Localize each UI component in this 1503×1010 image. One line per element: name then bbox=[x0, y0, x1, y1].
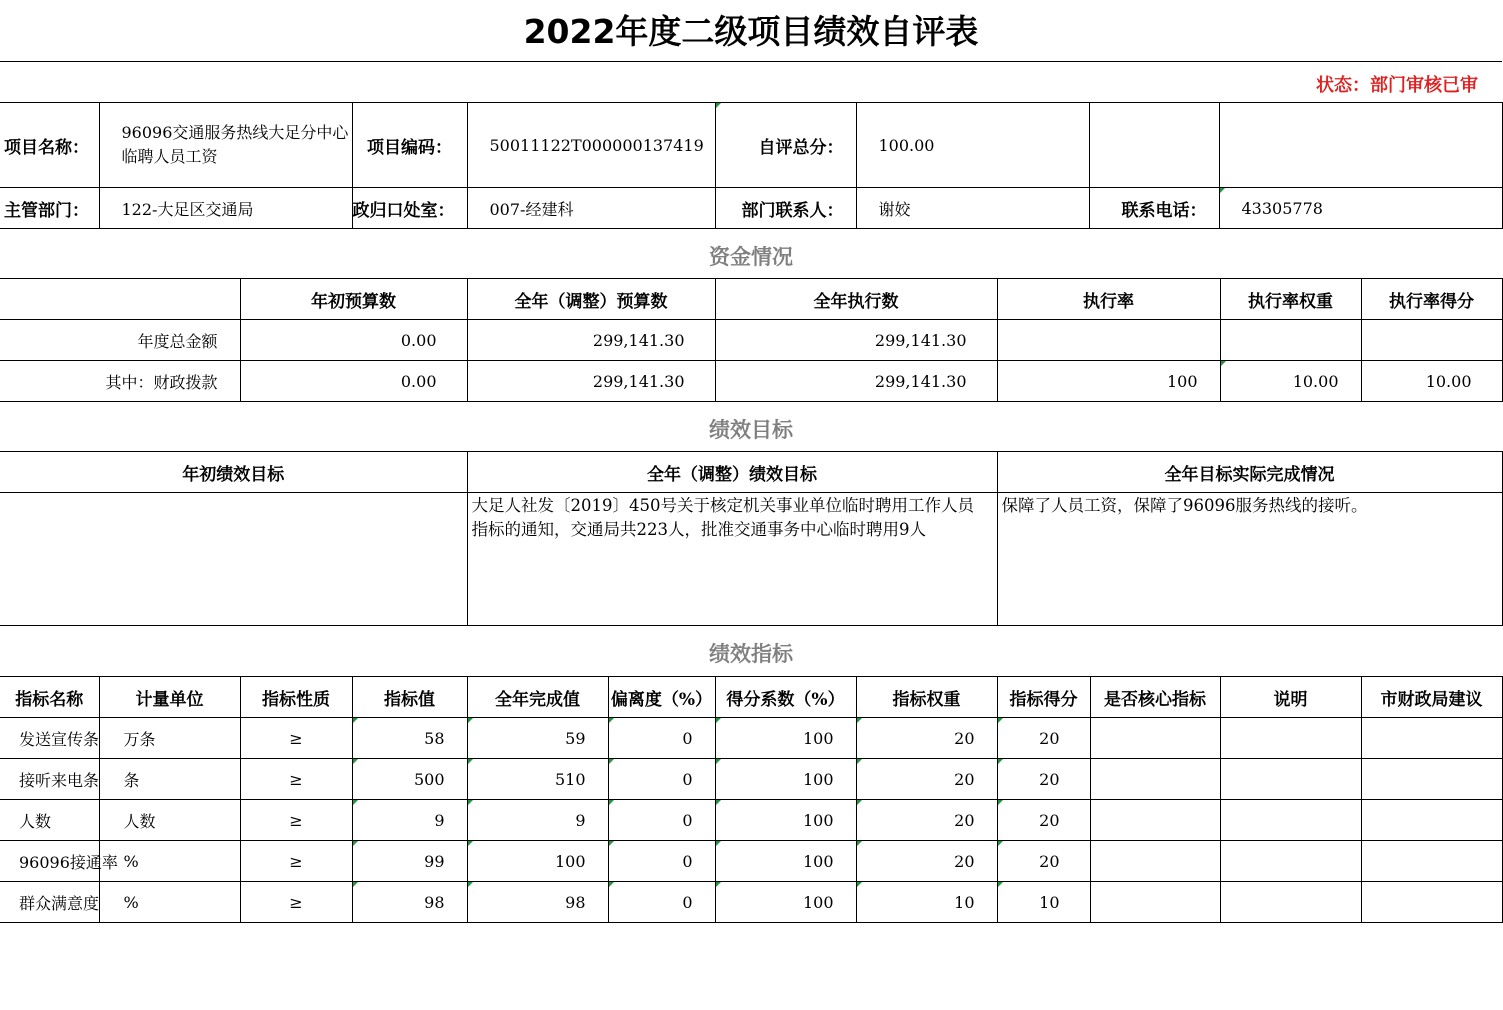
indicator-header: 全年完成值 bbox=[467, 677, 608, 718]
indicators-section-title: 绩效指标 bbox=[709, 642, 793, 666]
dept-value: 122-大足区交通局 bbox=[99, 188, 352, 229]
goals-section-title: 绩效目标 bbox=[709, 418, 793, 442]
indicator-name: 接听来电条 bbox=[0, 759, 99, 800]
indicator-header: 市财政局建议 bbox=[1361, 677, 1502, 718]
empty-cell bbox=[1090, 882, 1220, 923]
indicator-nature: ≥ bbox=[240, 759, 352, 800]
title-divider bbox=[0, 61, 1502, 62]
office-label: 政归口处室： bbox=[352, 188, 467, 229]
indicators-table bbox=[0, 676, 1503, 923]
indicator-score: 20 bbox=[997, 841, 1090, 882]
project-name-value: 96096交通服务热线大足分中心临聘人员工资 bbox=[99, 103, 352, 188]
indicator-coef: 100 bbox=[715, 841, 856, 882]
indicator-coef: 100 bbox=[715, 800, 856, 841]
indicator-name: 发送宣传条 bbox=[0, 718, 99, 759]
funds-cell: 10.00 bbox=[1220, 361, 1361, 402]
indicator-actual: 510 bbox=[467, 759, 608, 800]
empty-cell bbox=[1090, 841, 1220, 882]
indicators-header-row bbox=[0, 677, 1502, 718]
indicator-name: 群众满意度 bbox=[0, 882, 99, 923]
funds-header: 年初预算数 bbox=[240, 279, 467, 320]
funds-header: 执行率得分 bbox=[1361, 279, 1502, 320]
indicator-name: 人数 bbox=[0, 800, 99, 841]
indicator-target: 99 bbox=[352, 841, 467, 882]
funds-cell: 100 bbox=[997, 361, 1220, 402]
project-name-label: 项目名称： bbox=[0, 103, 99, 188]
table-row bbox=[0, 882, 1502, 923]
project-code-label: 项目编码： bbox=[352, 103, 467, 188]
indicator-deviation: 0 bbox=[608, 800, 715, 841]
indicator-header: 指标得分 bbox=[997, 677, 1090, 718]
empty-cell bbox=[1220, 718, 1361, 759]
empty-cell bbox=[1361, 841, 1502, 882]
goals-header: 年初绩效目标 bbox=[0, 452, 467, 493]
indicator-nature: ≥ bbox=[240, 841, 352, 882]
indicator-unit: 人数 bbox=[99, 800, 240, 841]
indicator-actual: 100 bbox=[467, 841, 608, 882]
funds-table bbox=[0, 278, 1503, 402]
contact-label: 部门联系人： bbox=[715, 188, 856, 229]
funds-header-blank bbox=[0, 279, 240, 320]
funds-header: 执行率 bbox=[997, 279, 1220, 320]
funds-cell: 299,141.30 bbox=[715, 361, 997, 402]
indicator-actual: 98 bbox=[467, 882, 608, 923]
funds-header: 执行率权重 bbox=[1220, 279, 1361, 320]
office-value: 007-经建科 bbox=[467, 188, 715, 229]
indicator-deviation: 0 bbox=[608, 718, 715, 759]
table-row bbox=[0, 800, 1502, 841]
empty-cell bbox=[1361, 882, 1502, 923]
indicator-weight: 20 bbox=[856, 718, 997, 759]
indicator-coef: 100 bbox=[715, 759, 856, 800]
indicator-header: 偏离度（%） bbox=[608, 677, 715, 718]
table-row bbox=[0, 841, 1502, 882]
funds-cell: 0.00 bbox=[240, 320, 467, 361]
indicator-header: 指标权重 bbox=[856, 677, 997, 718]
indicator-unit: 万条 bbox=[99, 718, 240, 759]
indicator-header: 指标性质 bbox=[240, 677, 352, 718]
indicator-actual: 9 bbox=[467, 800, 608, 841]
indicator-header: 计量单位 bbox=[99, 677, 240, 718]
actual-completion-text: 保障了人员工资，保障了96096服务热线的接听。 bbox=[997, 493, 1502, 626]
empty-cell bbox=[1220, 841, 1361, 882]
project-code-value: 50011122T000000137419 bbox=[467, 103, 715, 188]
funds-cell: 0.00 bbox=[240, 361, 467, 402]
phone-value: 43305778 bbox=[1219, 188, 1502, 229]
indicator-coef: 100 bbox=[715, 718, 856, 759]
indicator-header: 指标名称 bbox=[0, 677, 99, 718]
phone-label: 联系电话： bbox=[1089, 188, 1219, 229]
goals-table bbox=[0, 451, 1503, 626]
goals-header: 全年（调整）绩效目标 bbox=[467, 452, 997, 493]
indicator-target: 500 bbox=[352, 759, 467, 800]
empty-cell bbox=[1090, 718, 1220, 759]
score-label: 自评总分： bbox=[715, 103, 856, 188]
indicator-unit: % bbox=[99, 882, 240, 923]
indicator-target: 9 bbox=[352, 800, 467, 841]
indicator-header: 说明 bbox=[1220, 677, 1361, 718]
indicator-weight: 20 bbox=[856, 841, 997, 882]
funds-cell bbox=[1220, 320, 1361, 361]
empty-cell bbox=[1361, 800, 1502, 841]
empty-cell bbox=[1090, 800, 1220, 841]
table-row bbox=[0, 759, 1502, 800]
funds-row-label: 其中：财政拨款 bbox=[0, 361, 240, 402]
score-value: 100.00 bbox=[856, 103, 1089, 188]
status-label: 状态：部门审核已审 bbox=[1316, 75, 1478, 96]
indicator-unit: % bbox=[99, 841, 240, 882]
funds-header: 全年执行数 bbox=[715, 279, 997, 320]
funds-header: 全年（调整）预算数 bbox=[467, 279, 715, 320]
table-row bbox=[0, 320, 1502, 361]
empty-cell bbox=[1220, 759, 1361, 800]
funds-cell bbox=[997, 320, 1220, 361]
empty-cell bbox=[1361, 718, 1502, 759]
indicator-header: 得分系数（%） bbox=[715, 677, 856, 718]
indicator-nature: ≥ bbox=[240, 800, 352, 841]
initial-goal-text bbox=[0, 493, 467, 626]
indicator-score: 10 bbox=[997, 882, 1090, 923]
goals-header: 全年目标实际完成情况 bbox=[997, 452, 1502, 493]
indicator-target: 58 bbox=[352, 718, 467, 759]
empty-cell bbox=[1220, 800, 1361, 841]
indicator-target: 98 bbox=[352, 882, 467, 923]
funds-row-label: 年度总金额 bbox=[0, 320, 240, 361]
project-info-table bbox=[0, 102, 1503, 229]
table-row bbox=[0, 361, 1502, 402]
empty-cell bbox=[1089, 103, 1219, 188]
indicator-score: 20 bbox=[997, 800, 1090, 841]
indicator-weight: 20 bbox=[856, 800, 997, 841]
indicator-weight: 10 bbox=[856, 882, 997, 923]
empty-cell bbox=[1361, 759, 1502, 800]
page-title: 2022年度二级项目绩效自评表 bbox=[523, 12, 979, 51]
funds-cell bbox=[1361, 320, 1502, 361]
funds-cell: 299,141.30 bbox=[715, 320, 997, 361]
indicator-score: 20 bbox=[997, 759, 1090, 800]
empty-cell bbox=[1219, 103, 1502, 188]
funds-cell: 299,141.30 bbox=[467, 361, 715, 402]
indicator-nature: ≥ bbox=[240, 718, 352, 759]
indicator-unit: 条 bbox=[99, 759, 240, 800]
indicator-header: 是否核心指标 bbox=[1090, 677, 1220, 718]
indicator-weight: 20 bbox=[856, 759, 997, 800]
funds-cell: 10.00 bbox=[1361, 361, 1502, 402]
indicator-coef: 100 bbox=[715, 882, 856, 923]
empty-cell bbox=[1090, 759, 1220, 800]
indicator-deviation: 0 bbox=[608, 759, 715, 800]
indicator-nature: ≥ bbox=[240, 882, 352, 923]
adjusted-goal-text: 大足人社发〔2019〕450号关于核定机关事业单位临时聘用工作人员指标的通知，交通局共223人，批准交通事务中心临时聘用9人 bbox=[467, 493, 997, 626]
indicator-deviation: 0 bbox=[608, 841, 715, 882]
dept-label: 主管部门： bbox=[0, 188, 99, 229]
funds-cell: 299,141.30 bbox=[467, 320, 715, 361]
funds-section-title: 资金情况 bbox=[709, 245, 793, 269]
indicator-deviation: 0 bbox=[608, 882, 715, 923]
contact-value: 谢姣 bbox=[856, 188, 1089, 229]
indicator-actual: 59 bbox=[467, 718, 608, 759]
indicator-header: 指标值 bbox=[352, 677, 467, 718]
indicator-score: 20 bbox=[997, 718, 1090, 759]
indicator-name: 96096接通率 bbox=[0, 841, 99, 882]
empty-cell bbox=[1220, 882, 1361, 923]
table-row bbox=[0, 718, 1502, 759]
